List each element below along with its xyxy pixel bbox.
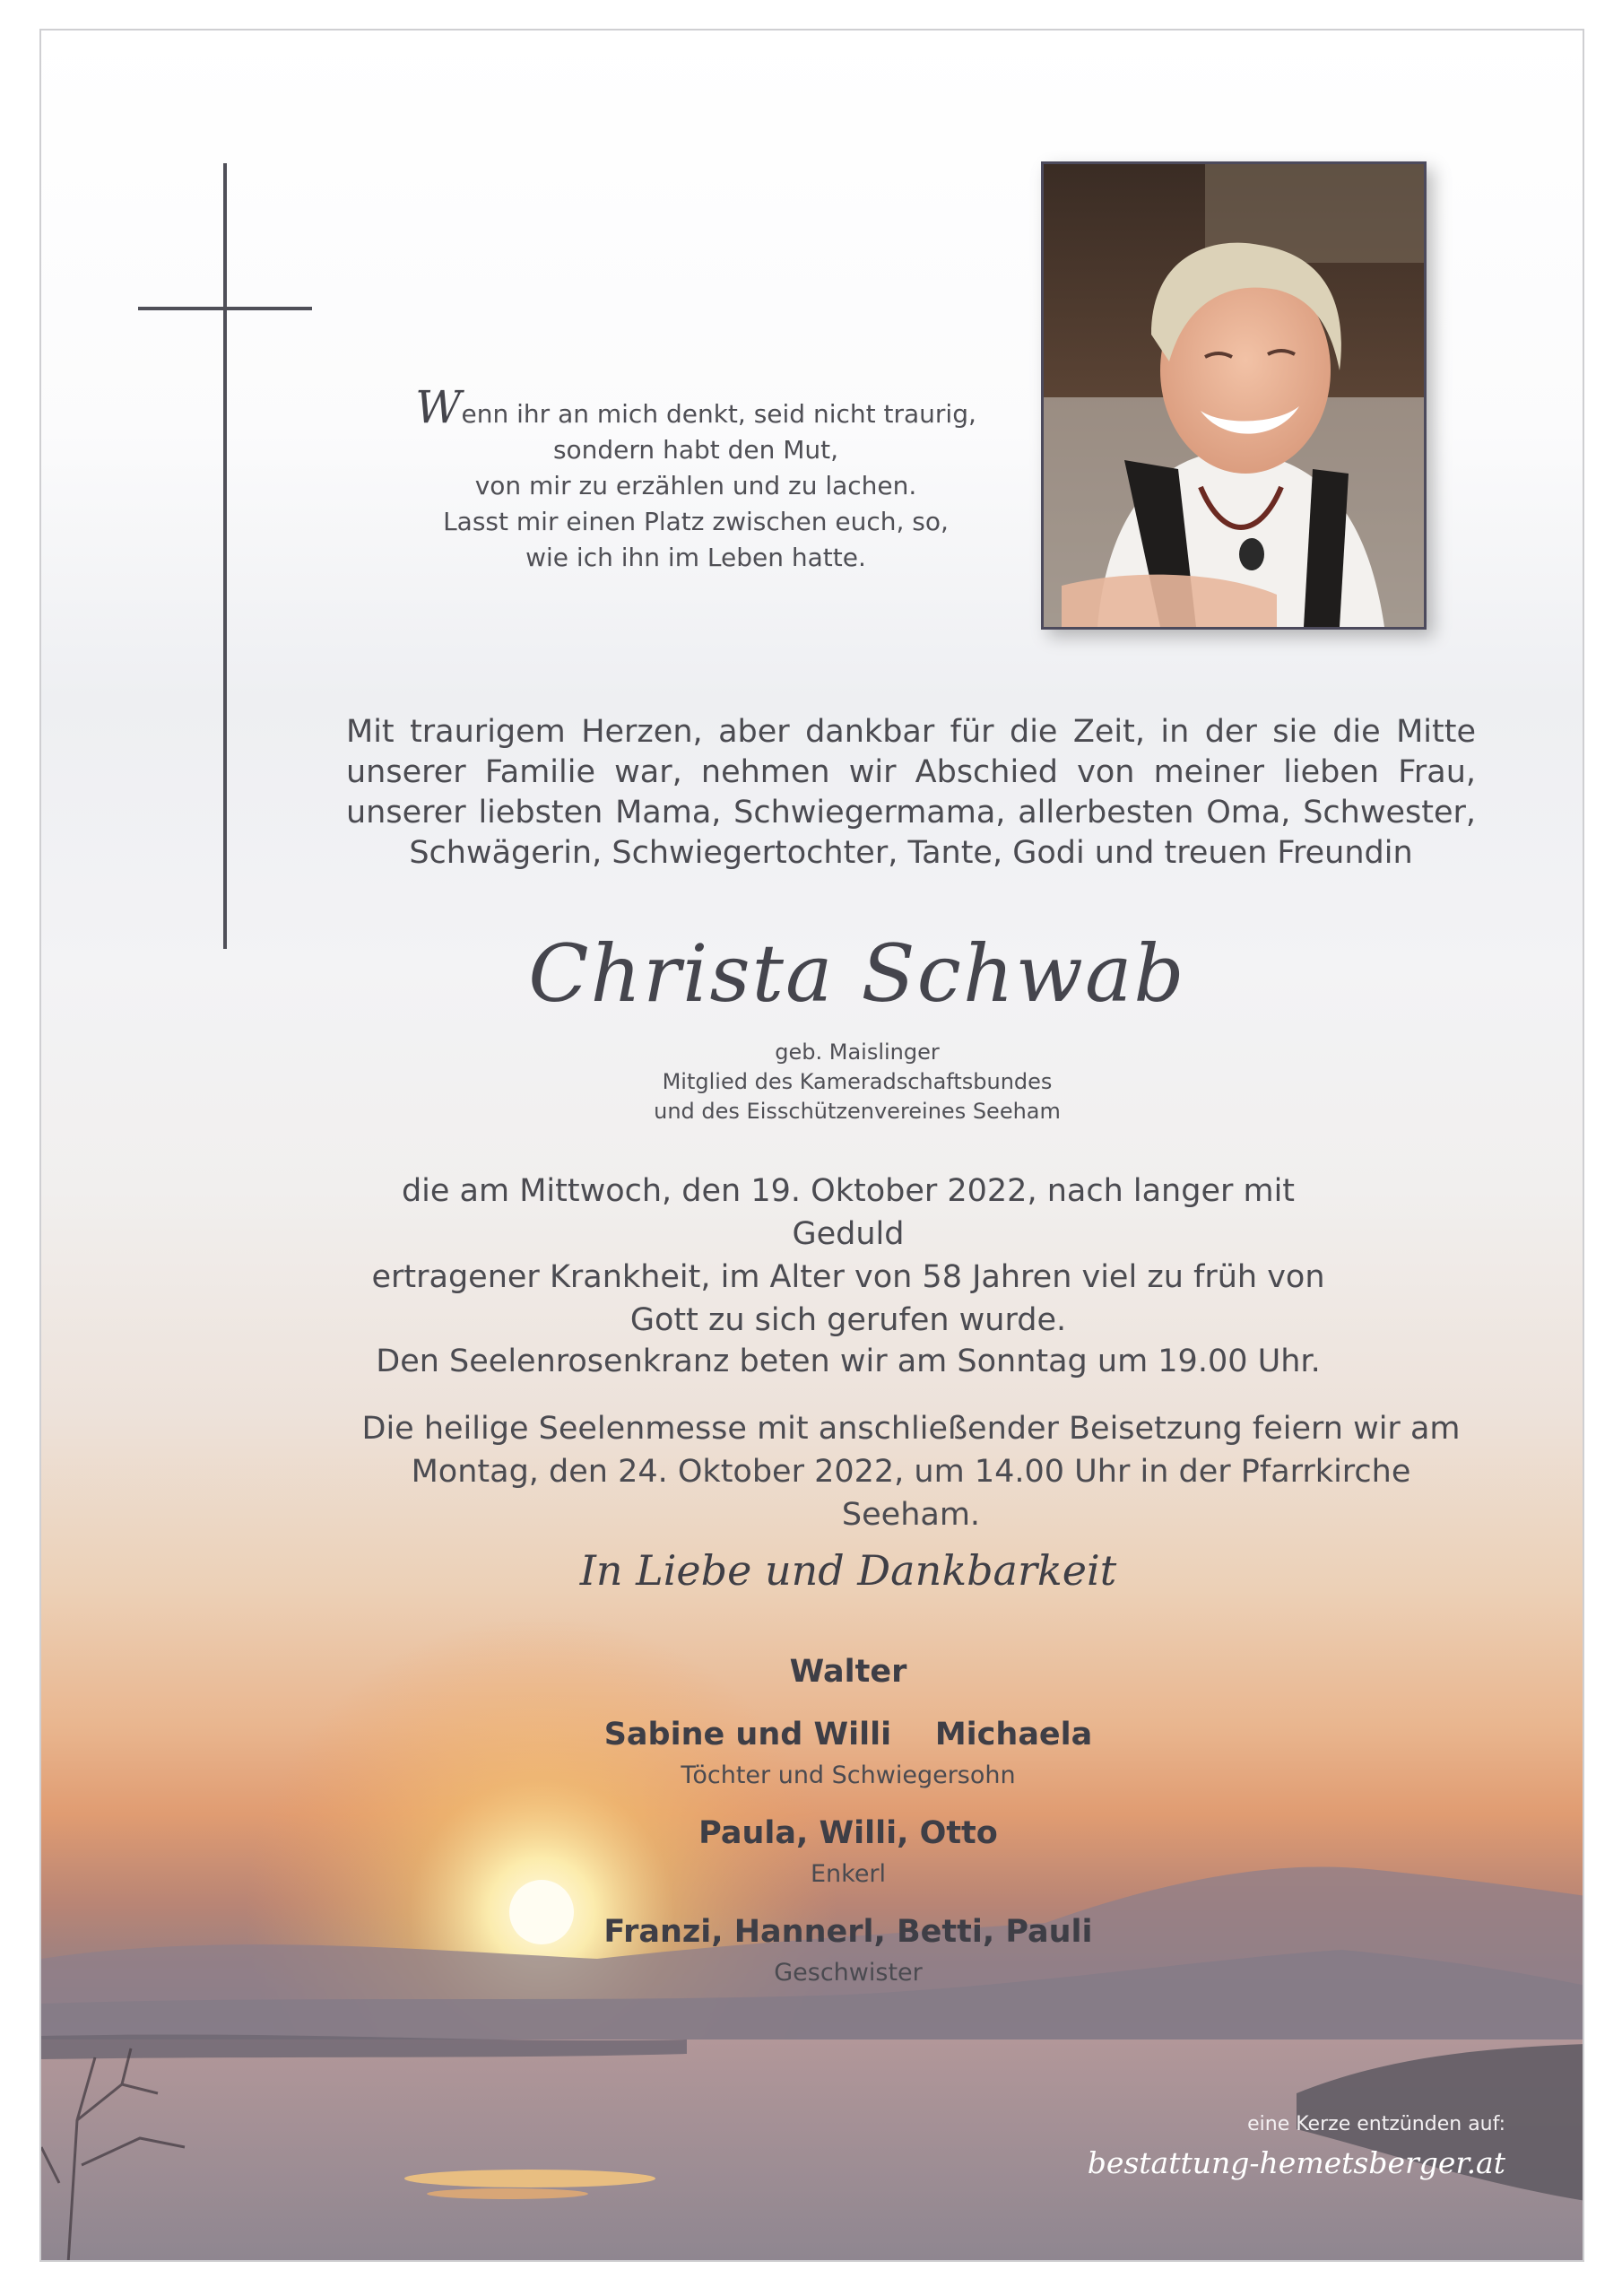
deceased-details <box>472 1038 1243 1126</box>
maiden-name: geb. Maislinger <box>775 1039 940 1065</box>
family-member-names: Sabine und Willi Michaela <box>603 1717 1093 1752</box>
quote-line <box>382 381 1010 433</box>
mass-line: Die heilige Seelenmesse mit anschließender Beisetzung feiern wir am <box>361 1411 1461 1447</box>
death-notice-line: Gott zu sich gerufen wurde. <box>629 1302 1067 1338</box>
death-notice <box>346 1170 1350 1342</box>
death-notice-line: ertragener Krankheit, im Alter von 58 Jahren viel zu früh von <box>371 1259 1325 1295</box>
family-member-names: Walter <box>789 1654 907 1690</box>
memorial-card <box>39 29 1584 2262</box>
cross-vertical-bar <box>223 163 227 949</box>
candle-label: eine Kerze entzünden auf: <box>1247 2113 1505 2135</box>
quote-dropcap: W <box>415 381 462 433</box>
deceased-name: Christa Schwab <box>528 927 1186 1020</box>
rosary-notice: Den Seelenrosenkranz beten wir am Sonntag um 19.00 Uhr. <box>376 1344 1321 1379</box>
quote-line: wie ich ihn im Leben hatte. <box>525 543 866 572</box>
quote-line: sondern habt den Mut, <box>552 435 839 465</box>
memorial-quote <box>382 381 1010 576</box>
closing-phrase: In Liebe und Dankbarkeit <box>579 1546 1117 1595</box>
membership-line: Mitglied des Kameradschaftsbundes <box>662 1069 1053 1094</box>
cross-horizontal-bar <box>138 307 312 310</box>
family-relation: Geschwister <box>774 1959 923 1987</box>
mass-line: Montag, den 24. Oktober 2022, um 14.00 Uhr in der Pfarrkirche Seeham. <box>411 1454 1411 1533</box>
intro-paragraph: Mit traurigem Herzen, aber dankbar für die Zeit, in der sie die Mitte unserer Familie war, nehmen wir Abschied von meiner lieben Frau, unserer liebsten Mama, Schwiegermama, allerbesten Oma, Schwester, Schwägerin, Schwiegertochter, Tante, Godi und treuen Freundin <box>346 714 1476 871</box>
family-relation: Töchter und Schwiegersohn <box>681 1761 1016 1789</box>
family-member-names: Paula, Willi, Otto <box>698 1815 998 1851</box>
portrait-photo <box>1041 161 1427 630</box>
death-notice-line: die am Mittwoch, den 19. Oktober 2022, nach langer mit Geduld <box>401 1173 1296 1252</box>
family-member-names: Franzi, Hannerl, Betti, Pauli <box>603 1914 1093 1950</box>
membership-line: und des Eisschützenvereines Seeham <box>654 1099 1061 1124</box>
funeral-mass-notice <box>346 1407 1476 1536</box>
quote-first-line: enn ihr an mich denkt, seid nicht traurig, <box>461 399 976 429</box>
portrait-image <box>1044 164 1424 627</box>
family-relation: Enkerl <box>810 1860 887 1888</box>
quote-line: Lasst mir einen Platz zwischen euch, so, <box>443 507 949 536</box>
quote-line: von mir zu erzählen und zu lachen. <box>474 471 917 500</box>
website-link[interactable]: bestattung-hemetsberger.at <box>1087 2145 1505 2180</box>
